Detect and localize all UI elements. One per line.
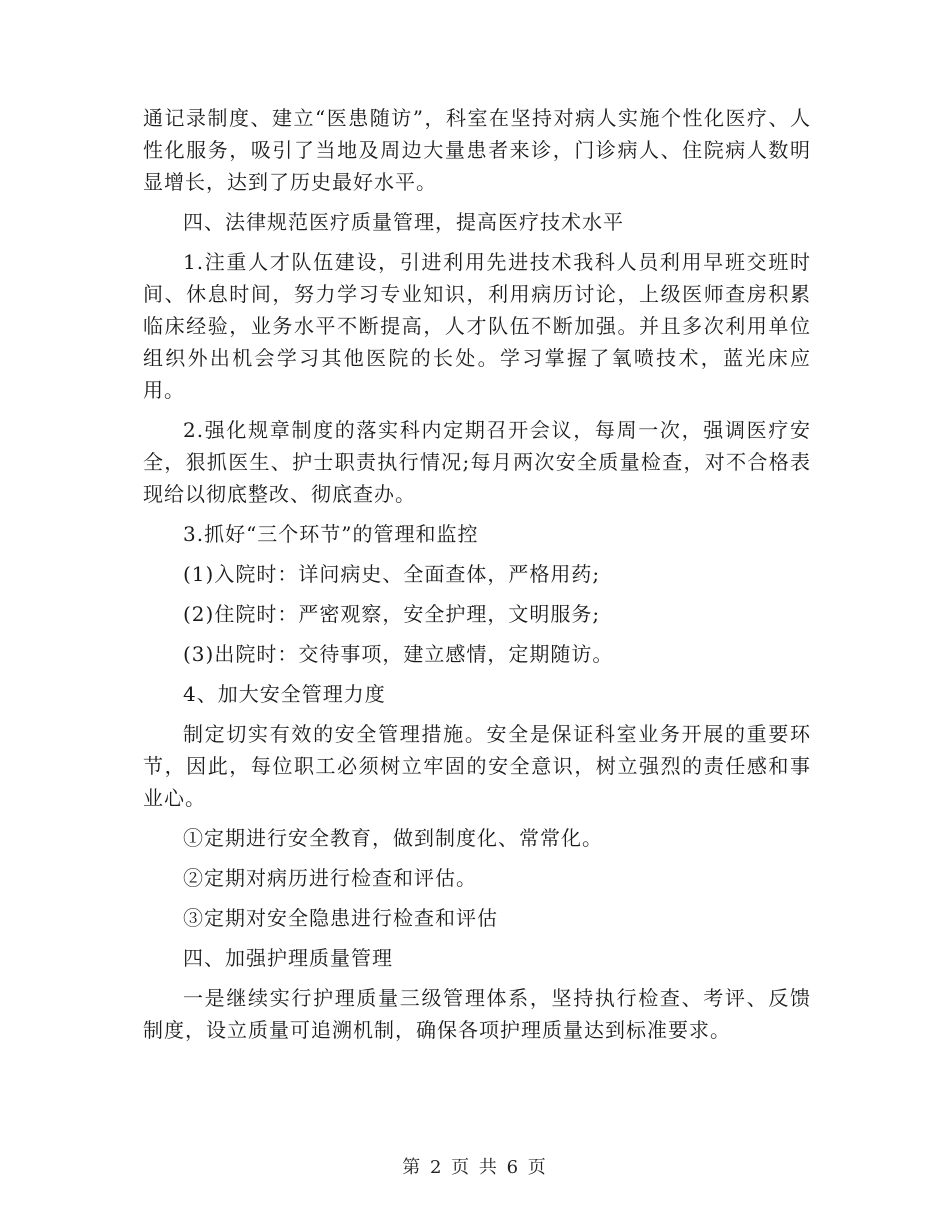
list-item-inpatient: (2)住院时：严密观察，安全护理，文明服务; bbox=[183, 602, 601, 626]
list-item-discharge: (3)出院时：交待事项，建立感情，定期随访。 bbox=[183, 642, 614, 666]
paragraph-1: 通记录制度、建立“医患随访”，科室在坚持对病人实施个性化医疗、人性化服务，吸引了当地及周边大量患者来诊，门诊病人、住院病人数明显增长，达到了历史最好水平。 bbox=[143, 106, 811, 194]
document-body bbox=[143, 102, 811, 1054]
section-heading-4: 四、法律规范医疗质量管理，提高医疗技术水平 bbox=[183, 210, 624, 234]
paragraph-talent: 1.注重人才队伍建设，引进利用先进技术我科人员利用早班交班时间、休息时间，努力学习专业知识，利用病历讨论，上级医师查房积累临床经验，业务水平不断提高，人才队伍不断加强。并且多次利用单位组织外出机会学习其他医院的长处。学习掌握了氧喷技术，蓝光床应用。 bbox=[143, 250, 811, 402]
section-heading-nursing: 四、加强护理质量管理 bbox=[183, 946, 393, 970]
page-number-footer: 第 2 页 共 6 页 bbox=[402, 1157, 548, 1178]
list-item-safety-2: ②定期对病历进行检查和评估。 bbox=[183, 866, 477, 890]
list-item-safety-3: ③定期对安全隐患进行检查和评估 bbox=[183, 906, 498, 930]
subheading-safety: 4、加大安全管理力度 bbox=[183, 682, 386, 706]
paragraph-rules: 2.强化规章制度的落实科内定期召开会议，每周一次，强调医疗安全，狠抓医生、护士职责执行情况;每月两次安全质量检查，对不合格表现给以彻底整改、彻底查办。 bbox=[143, 418, 811, 506]
paragraph-three-links: 3.抓好“三个环节”的管理和监控 bbox=[183, 522, 479, 546]
paragraph-safety: 制定切实有效的安全管理措施。安全是保证科室业务开展的重要环节，因此，每位职工必须树立牢固的安全意识，树立强烈的责任感和事业心。 bbox=[143, 722, 811, 810]
paragraph-nursing: 一是继续实行护理质量三级管理体系，坚持执行检查、考评、反馈制度，设立质量可追溯机制，确保各项护理质量达到标准要求。 bbox=[143, 986, 811, 1042]
list-item-admission: (1)入院时：详问病史、全面查体，严格用药; bbox=[183, 562, 601, 586]
list-item-safety-1: ①定期进行安全教育，做到制度化、常常化。 bbox=[183, 826, 603, 850]
